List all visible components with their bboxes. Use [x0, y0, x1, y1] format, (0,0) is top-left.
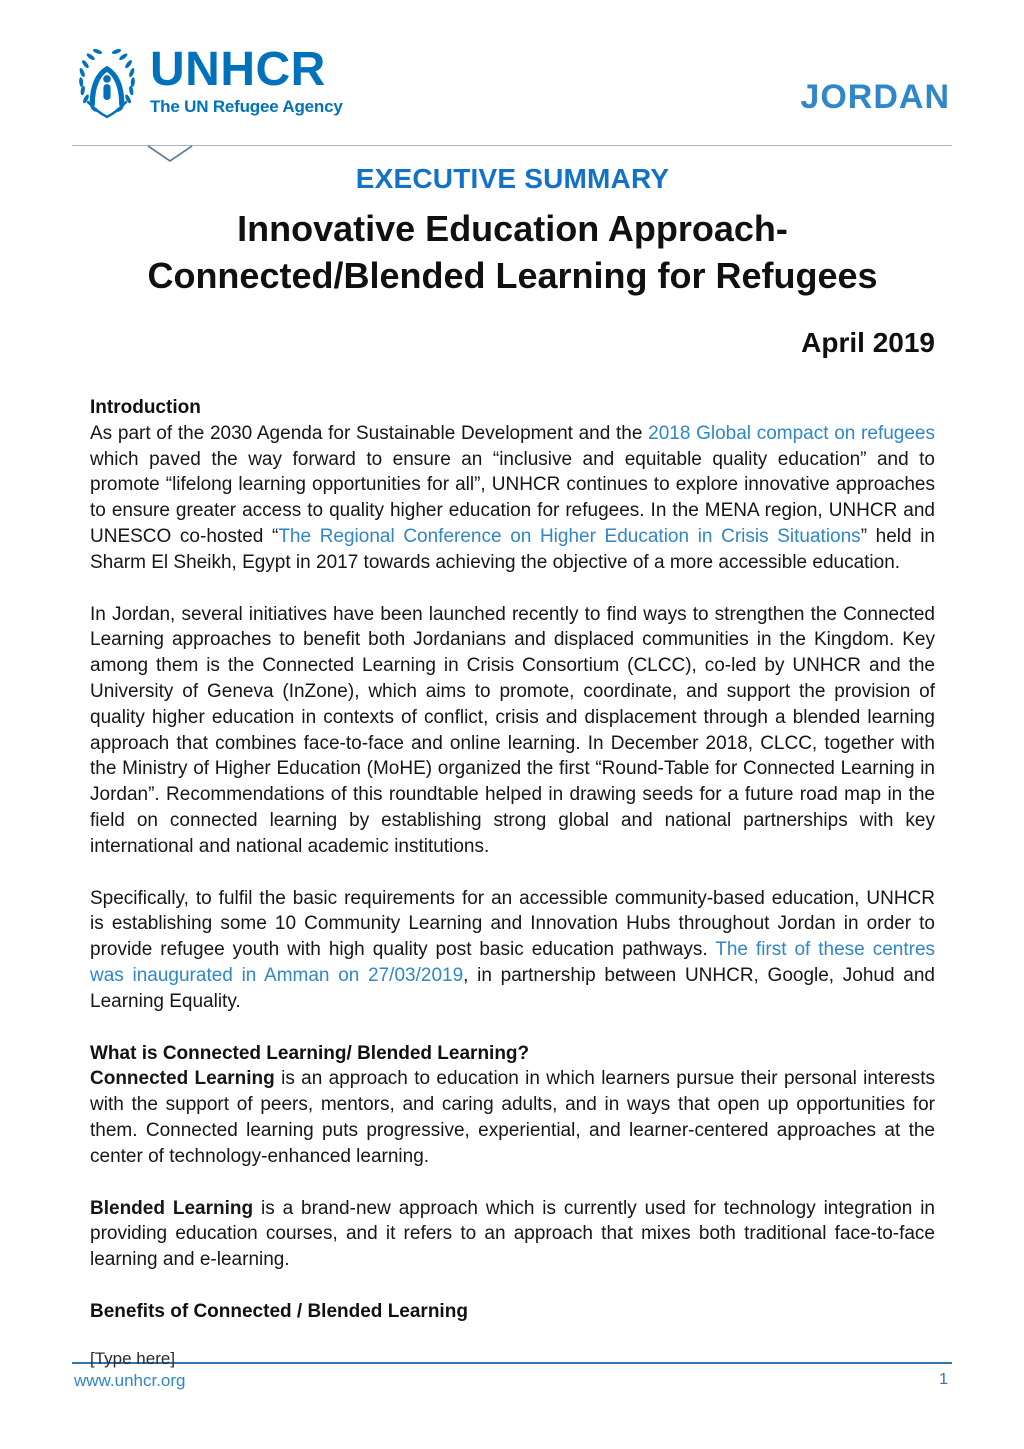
bold-text: Benefits of Connected / Blended Learning: [90, 1300, 468, 1322]
introduction-heading: [90, 395, 935, 421]
benefits-heading: [90, 1299, 935, 1325]
body-text: is an approach to education in which learners pursue their personal interests with the support of peers, mentors, and caring adults, and in ways that open up opportunities for them. Connected learning puts progressive, experiential, and learner-centered approaches at the center of technology-enhanced learning.: [90, 1068, 935, 1167]
bold-text: Introduction: [90, 397, 201, 418]
page-header: [0, 0, 1024, 150]
header-divider: [72, 145, 952, 146]
document-title-line1: Innovative Education Approach-: [237, 208, 788, 249]
footer-type-here-placeholder[interactable]: [Type here]: [90, 1349, 176, 1368]
page-number: 1: [939, 1371, 948, 1388]
country-label: JORDAN: [800, 78, 950, 116]
body-text: ” held in Sharm El Sheikh, Egypt in 2017 towards achieving the objective of a more accessible education.: [90, 525, 935, 573]
body-text: is a brand-new approach which is currently used for technology integration in providing education courses, and it refers to an approach that mixes both traditional face-to-face learning and e-learning.: [90, 1197, 935, 1271]
body-text: , in partnership between UNHCR, Google, Johud and Learning Equality.: [90, 964, 935, 1012]
bold-text: Connected Learning: [90, 1068, 275, 1090]
logo-text: [150, 43, 343, 117]
document-body: [90, 395, 935, 1325]
connected-learning-paragraph: [90, 1066, 935, 1169]
community-hubs-paragraph: [90, 886, 935, 1015]
jordan-initiatives-paragraph: [90, 602, 935, 860]
inline-link[interactable]: The Regional Conference on Higher Education in Crisis Situations: [278, 525, 861, 547]
footer-divider: [72, 1362, 952, 1364]
what-is-heading: [90, 1041, 935, 1067]
document-title-line2: Connected/Blended Learning for Refugees: [147, 255, 878, 296]
document-date: April 2019: [801, 327, 935, 358]
bold-text: What is Connected Learning/ Blended Learning?: [90, 1042, 530, 1064]
unhcr-logo: [74, 42, 343, 120]
body-text: In Jordan, several initiatives have been launched recently to find ways to strengthen the Connected Learning approaches to benefit both Jordanians and displaced communities in the Kingdom. Key among them is the Connected Learning in Crisis Consortium (CLCC), co-led by UNHCR and the University of Geneva (InZone), which aims to promote, coordinate, and support the provision of quality higher education in contexts of conflict, crisis and displacement through a blended learning approach that combines face-to-face and online learning. In December 2018, CLCC, together with the Ministry of Higher Education (MoHE) organized the first “Round-Table for Connected Learning in Jordan”. Recommendations of this roundtable helped in drawing seeds for a future road map in the field on connected learning by establishing strong global and national partnerships with key international and national academic institutions.: [90, 603, 935, 857]
blended-learning-paragraph: [90, 1196, 935, 1273]
body-text: Specifically, to fulfil the basic requirements for an accessible community-based education, UNHCR is establishing some 10 Community Learning and Innovation Hubs throughout Jordan in order to provide refugee youth with high quality post basic education pathways.: [90, 887, 935, 961]
footer-website-link[interactable]: www.unhcr.org: [74, 1371, 186, 1390]
document-content: [90, 163, 935, 1325]
inline-link[interactable]: The first of these centres was inaugurated in Amman on 27/03/2019: [90, 939, 936, 986]
body-text: As part of the 2030 Agenda for Sustainable Development and the: [90, 422, 649, 444]
body-text: which paved the way forward to ensure an “inclusive and equitable quality education” and to promote “lifelong learning opportunities for all”, UNHCR continues to explore innovative approaches to ensure greater access to quality higher education for refugees. In the MENA region, UNHCR and UNESCO co-hosted “: [90, 448, 935, 547]
logo-tagline: The UN Refugee Agency: [150, 97, 343, 116]
chevron-down-icon: [147, 145, 193, 165]
logo-wordmark: UNHCR: [150, 43, 326, 96]
inline-link[interactable]: 2018 Global compact on refugees: [648, 422, 935, 444]
introduction-paragraph: [90, 421, 935, 576]
executive-summary-kicker: EXECUTIVE SUMMARY: [355, 163, 670, 194]
bold-text: Blended Learning: [90, 1197, 254, 1219]
document-title: [90, 205, 935, 299]
unhcr-emblem-icon: [74, 42, 140, 120]
